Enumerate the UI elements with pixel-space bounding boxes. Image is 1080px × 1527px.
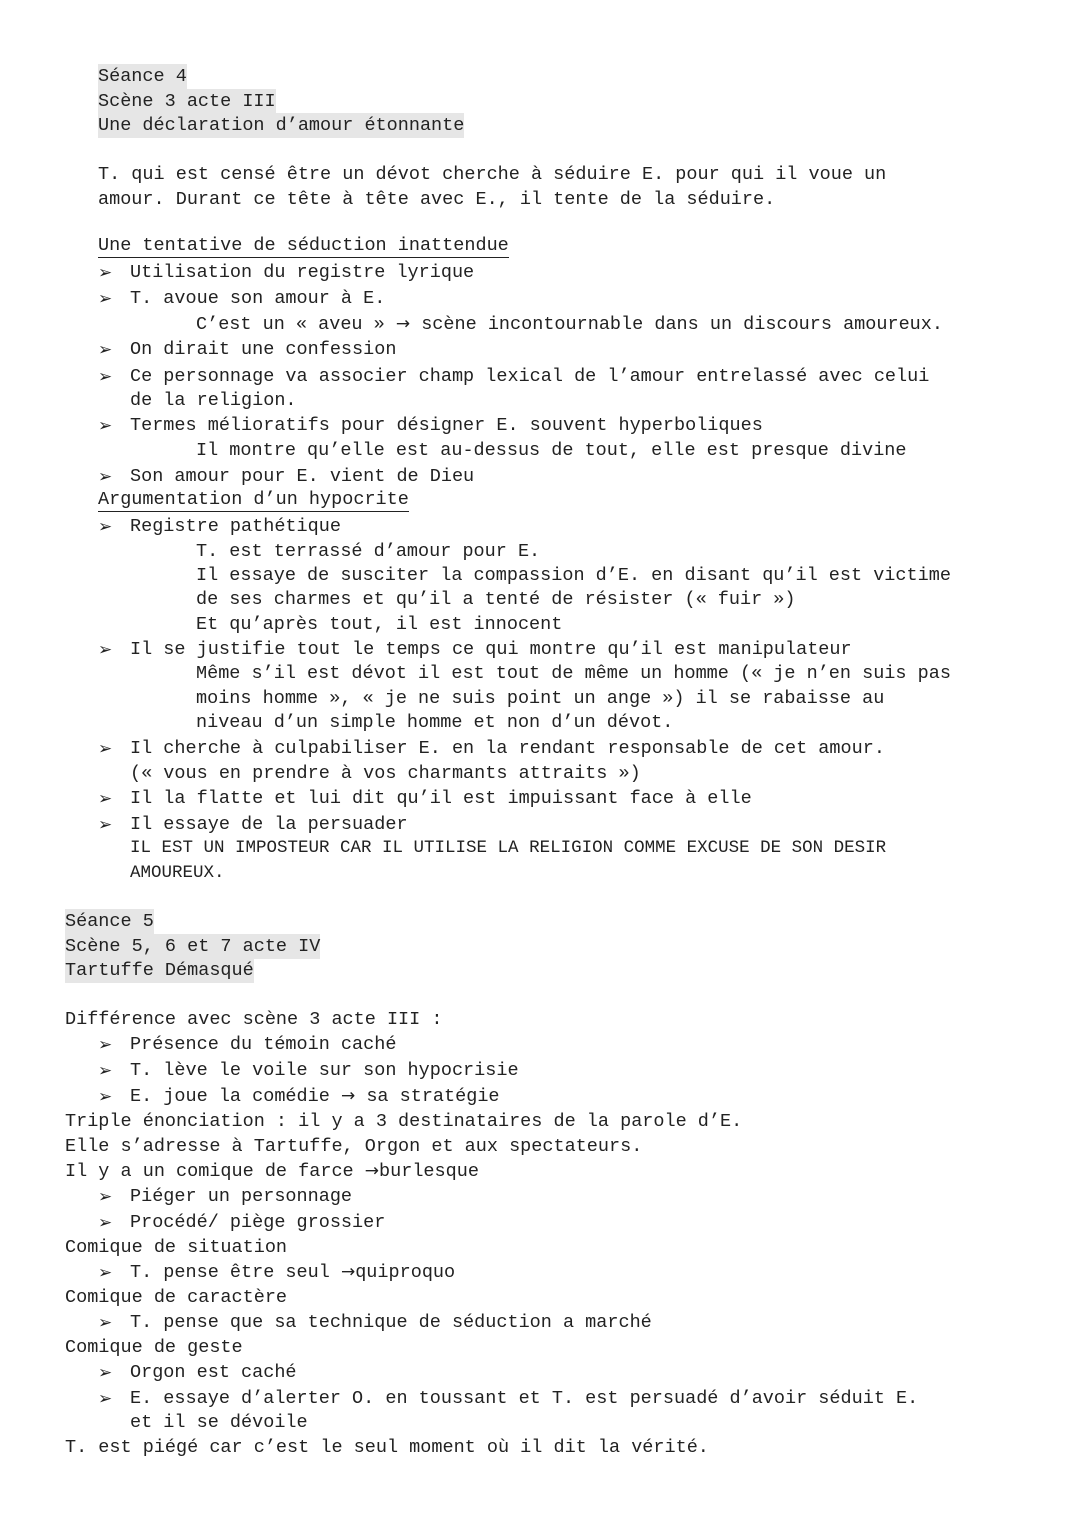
sub-line: T. est terrassé d’amour pour E. (196, 541, 541, 562)
bullet-icon: ➢ (98, 340, 113, 360)
session-4-title: Une déclaration d’amour étonnante (98, 115, 465, 136)
caps-statement-continued: AMOUREUX. (130, 863, 225, 883)
paragraph-line: Elle s’adresse à Tartuffe, Orgon et aux spectateurs. (65, 1136, 643, 1157)
list-item: Il se justifie tout le temps ce qui montre qu’il est manipulateur (130, 639, 852, 660)
list-item-text: sa stratégie (366, 1086, 500, 1107)
bullet-icon: ➢ (98, 815, 113, 835)
bullet-icon: ➢ (98, 1213, 113, 1233)
sub-line-text: C’est un « aveu » (196, 314, 385, 335)
list-item: T. avoue son amour à E. (130, 288, 386, 309)
bullet-icon: ➢ (98, 1087, 113, 1107)
intro-line-2: amour. Durant ce tête à tête avec E., il tente de la séduire. (98, 189, 776, 210)
subheading: Comique de geste (65, 1337, 243, 1358)
sub-line: moins homme », « je ne suis point un ange ») il se rabaisse au (196, 688, 885, 709)
session-5-title: Tartuffe Démasqué (65, 960, 254, 981)
sub-line: niveau d’un simple homme et non d’un dévot. (196, 712, 674, 733)
sub-line: Il essaye de susciter la compassion d’E. en disant qu’il est victime (196, 565, 951, 586)
bullet-icon: ➢ (98, 789, 113, 809)
arrow-right-icon: → (364, 1161, 380, 1181)
sub-line: Et qu’après tout, il est innocent (196, 614, 563, 635)
list-item: Termes mélioratifs pour désigner E. souvent hyperboliques (130, 415, 763, 436)
bullet-icon: ➢ (98, 1263, 113, 1283)
intro-line-1: T. qui est censé être un dévot cherche à séduire E. pour qui il voue un (98, 164, 887, 185)
list-item-text: quiproquo (355, 1262, 456, 1283)
bullet-icon: ➢ (98, 263, 113, 283)
bullet-icon: ➢ (98, 1363, 113, 1383)
list-item: Présence du témoin caché (130, 1034, 397, 1055)
list-item: Procédé/ piège grossier (130, 1212, 386, 1233)
list-item: Il essaye de la persuader (130, 814, 408, 835)
bullet-icon: ➢ (98, 289, 113, 309)
list-item: Utilisation du registre lyrique (130, 262, 475, 283)
bullet-icon: ➢ (98, 367, 113, 387)
paragraph-line: Triple énonciation : il y a 3 destinataires de la parole d’E. (65, 1111, 743, 1132)
sub-line: Il montre qu’elle est au-dessus de tout, elle est presque divine (196, 440, 907, 461)
conclusion-line: T. est piégé car c’est le seul moment où il dit la vérité. (65, 1437, 709, 1458)
list-item: E. essaye d’alerter O. en toussant et T. est persuadé d’avoir séduit E. (130, 1388, 919, 1409)
bullet-icon: ➢ (98, 517, 113, 537)
bullet-icon: ➢ (98, 1061, 113, 1081)
session-4-label: Séance 4 (98, 66, 187, 87)
part-2-heading: Argumentation d’un hypocrite (98, 489, 409, 510)
list-item-continued: (« vous en prendre à vos charmants attraits ») (130, 763, 641, 784)
bullet-icon: ➢ (98, 1187, 113, 1207)
session-4-scene: Scène 3 acte III (98, 91, 276, 112)
list-item: Ce personnage va associer champ lexical de l’amour entrelassé avec celui (130, 366, 930, 387)
list-item: Il la flatte et lui dit qu’il est impuissant face à elle (130, 788, 752, 809)
paragraph-text: Il y a un comique de farce (65, 1161, 354, 1182)
list-item (130, 1084, 500, 1109)
list-item: Orgon est caché (130, 1362, 297, 1383)
caps-statement: IL EST UN IMPOSTEUR CAR IL UTILISE LA RELIGION COMME EXCUSE DE SON DESIR (130, 838, 887, 858)
bullet-icon: ➢ (98, 1389, 113, 1409)
sub-line: Même s’il est dévot il est tout de même un homme (« je n’en suis pas (196, 663, 951, 684)
sub-line-text: scène incontournable dans un discours amoureux. (421, 314, 943, 335)
list-item: T. lève le voile sur son hypocrisie (130, 1060, 519, 1081)
bullet-icon: ➢ (98, 1035, 113, 1055)
list-item: Son amour pour E. vient de Dieu (130, 466, 475, 487)
list-item (130, 1260, 455, 1285)
list-item: T. pense que sa technique de séduction a marché (130, 1312, 652, 1333)
subheading: Comique de caractère (65, 1287, 288, 1308)
session-5-label: Séance 5 (65, 911, 154, 932)
list-item: Il cherche à culpabiliser E. en la rendant responsable de cet amour. (130, 738, 885, 759)
arrow-right-icon: → (340, 1262, 356, 1282)
sub-line (196, 312, 943, 337)
session-5-scene: Scène 5, 6 et 7 acte IV (65, 936, 321, 957)
paragraph-line (65, 1159, 479, 1184)
sub-line: de ses charmes et qu’il a tenté de résister (« fuir ») (196, 589, 796, 610)
bullet-icon: ➢ (98, 640, 113, 660)
bullet-icon: ➢ (98, 739, 113, 759)
list-item: On dirait une confession (130, 339, 397, 360)
subheading: Comique de situation (65, 1237, 288, 1258)
paragraph-text: burlesque (379, 1161, 479, 1182)
arrow-right-icon: → (340, 1086, 356, 1106)
list-item: Registre pathétique (130, 516, 341, 537)
list-item-continued: et il se dévoile (130, 1412, 308, 1433)
bullet-icon: ➢ (98, 1313, 113, 1333)
list-item-text: E. joue la comédie (130, 1086, 330, 1107)
difference-heading: Différence avec scène 3 acte III : (65, 1009, 443, 1030)
arrow-right-icon: → (395, 314, 411, 334)
list-item-text: T. pense être seul (130, 1262, 330, 1283)
list-item-continued: de la religion. (130, 390, 297, 411)
bullet-icon: ➢ (98, 467, 113, 487)
list-item: Piéger un personnage (130, 1186, 353, 1207)
part-1-heading: Une tentative de séduction inattendue (98, 235, 509, 256)
bullet-icon: ➢ (98, 416, 113, 436)
